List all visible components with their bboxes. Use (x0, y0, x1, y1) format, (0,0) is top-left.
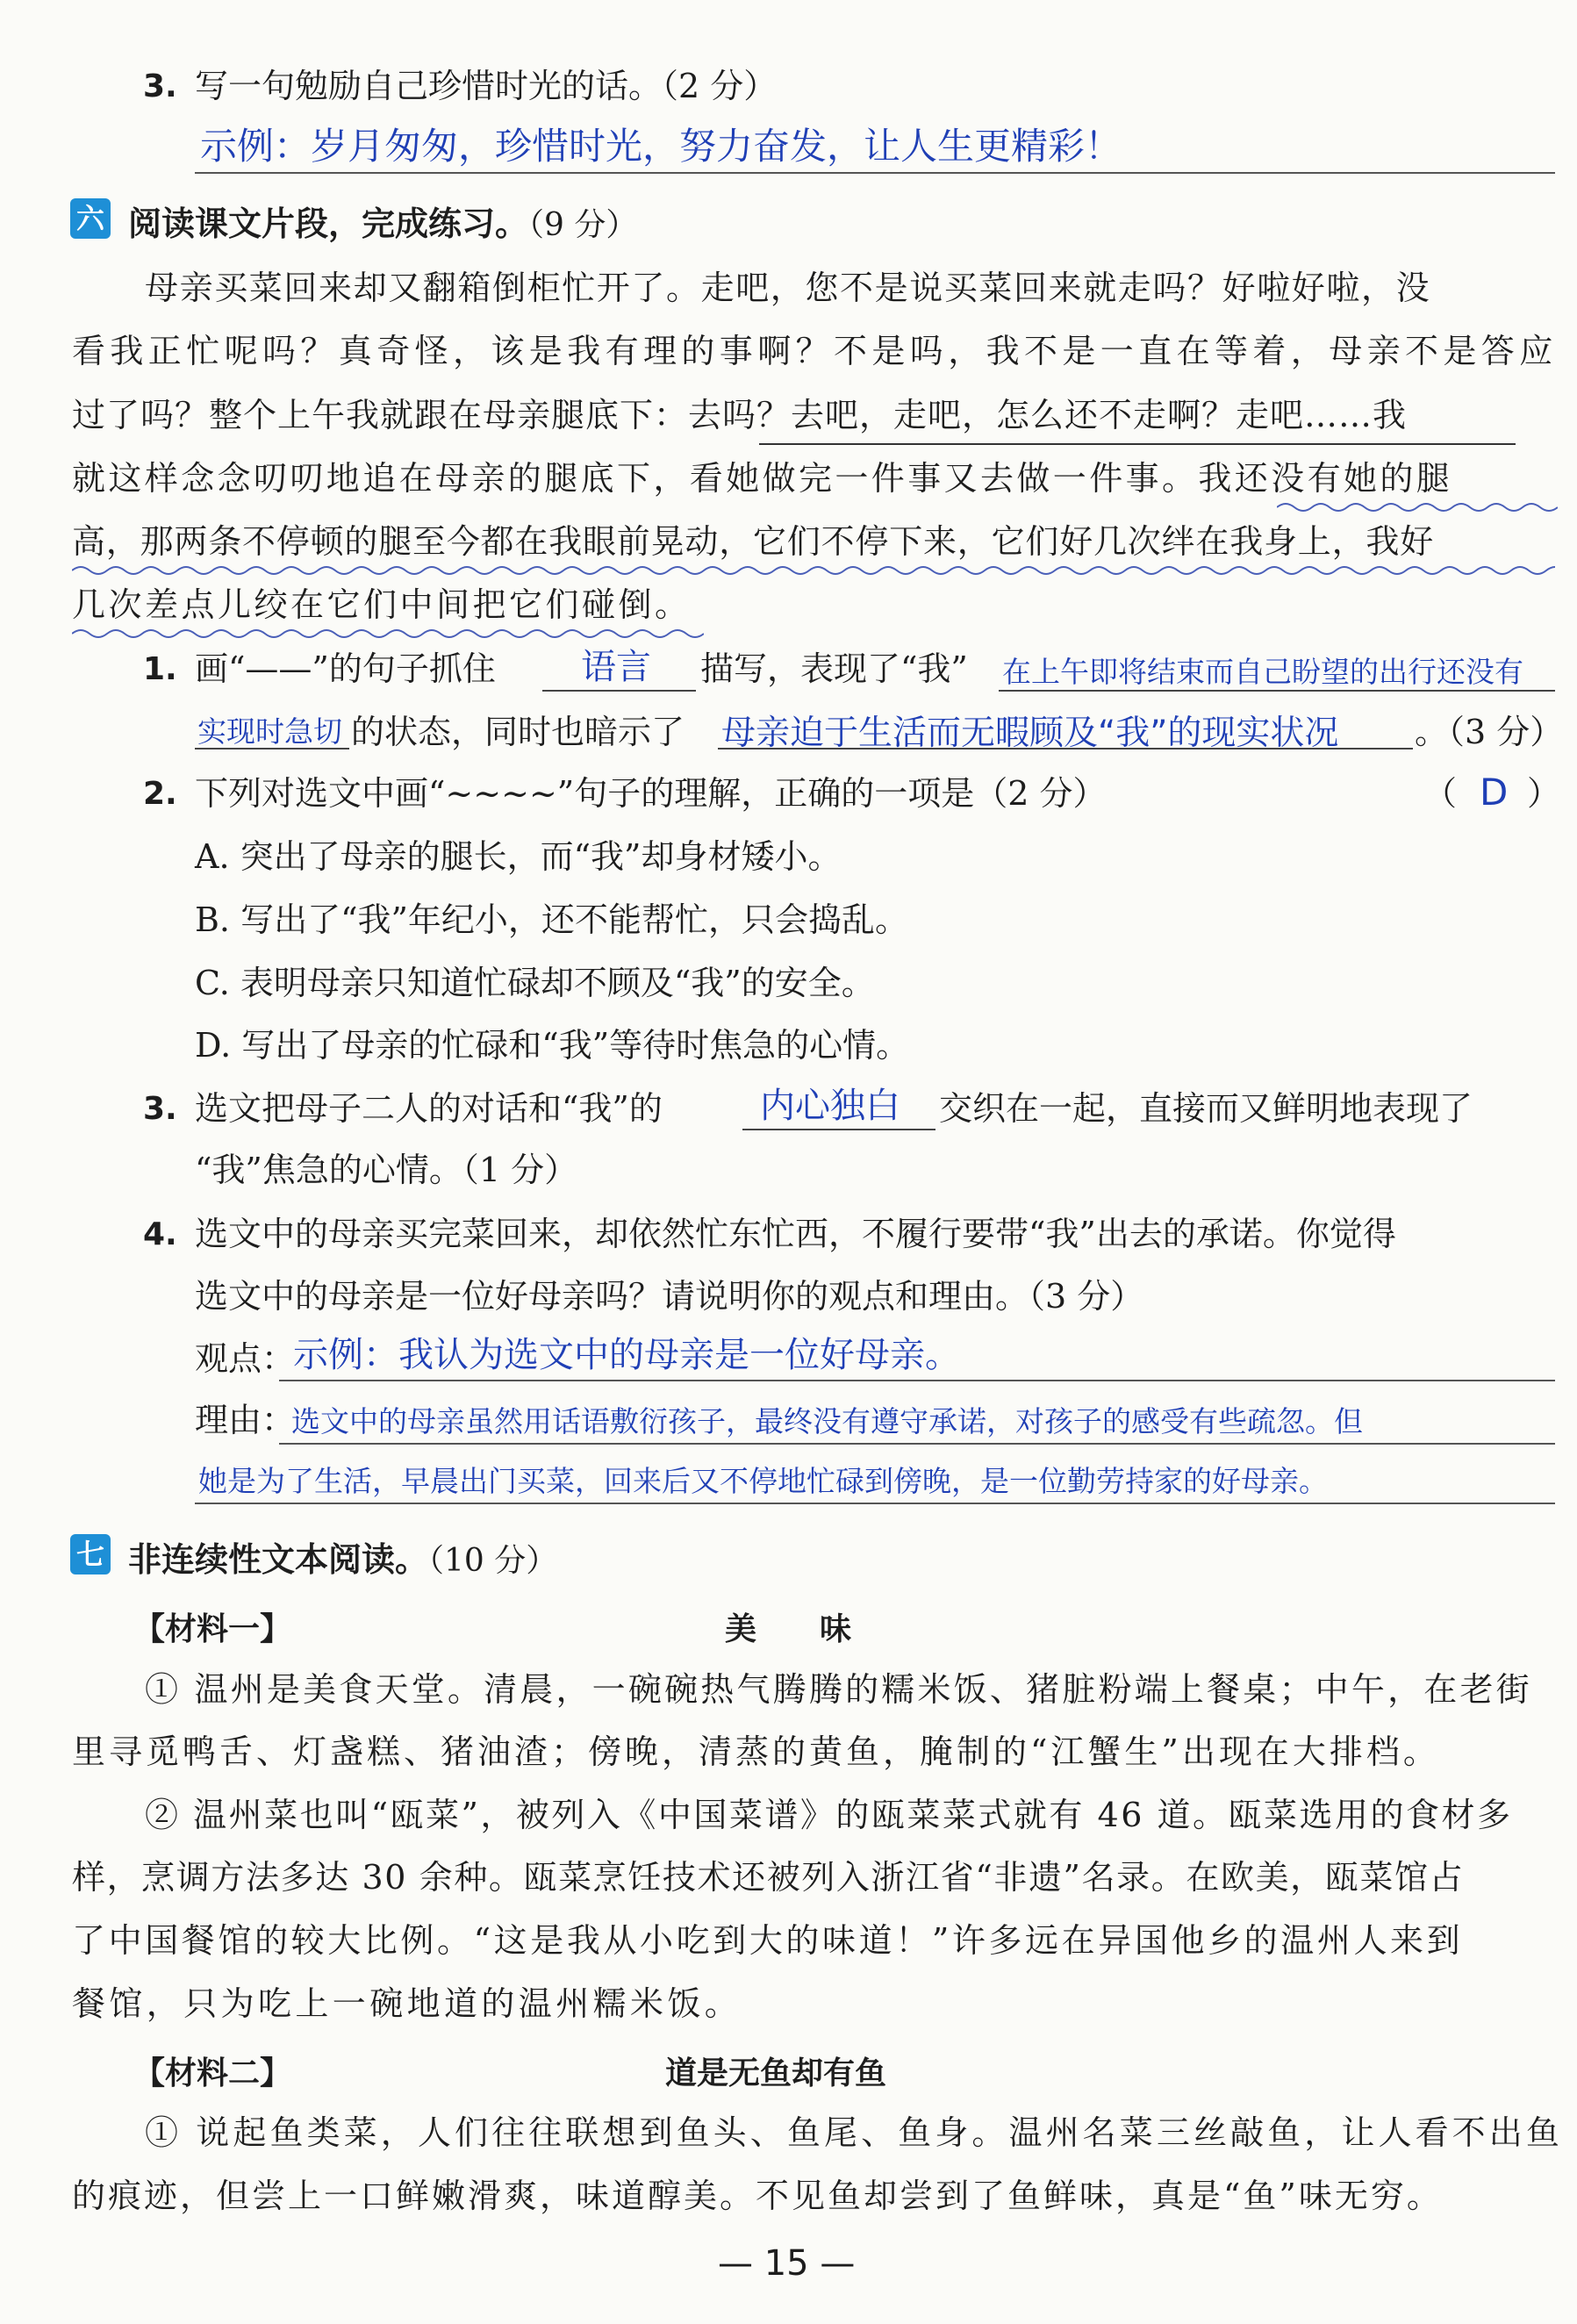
page-number: — 15 — (718, 2243, 856, 2284)
q4-view-label: 观点： (195, 1339, 296, 1378)
q2-text: 下列对选文中画“~~~~”句子的理解，正确的一项是（2 分） (195, 774, 1107, 813)
material-one-label: 【材料一】 (133, 1611, 292, 1647)
q4-reason-label: 理由： (195, 1401, 296, 1439)
answer-line (195, 1503, 1555, 1504)
q1-text-part4: 。（3 分） (1415, 713, 1564, 751)
material-one-line: 里寻觅鸭舌、灯盏糕、猪油渣；傍晚，清蒸的黄鱼，腌制的“江蟹生”出现在大排档。 (72, 1732, 1440, 1771)
q2-answer: D (1480, 771, 1509, 814)
q2-option: B. 写出了“我”年纪小，还不能帮忙，只会捣乱。 (195, 900, 908, 939)
material-one-line: 样，烹调方法多达 30 余种。瓯菜烹饪技术还被列入浙江省“非遗”名录。在欧美，瓯菜馆占 (72, 1858, 1465, 1897)
material-one-line: ① 温州是美食天堂。清晨，一碗碗热气腾腾的糯米饭、猪脏粉端上餐桌；中午，在老街 (145, 1670, 1532, 1709)
q1-answer-3: 母亲迫于生活而无暇顾及“我”的现实状况 (721, 714, 1339, 753)
material-one-line: 餐馆，只为吃上一碗地道的温州糯米饭。 (72, 1984, 742, 2023)
q4-reason-answer-1: 选文中的母亲虽然用话语敷衍孩子，最终没有遵守承诺，对孩子的感受有些疏忽。但 (291, 1404, 1363, 1438)
q4-reason-answer-2: 她是为了生活，早晨出门买菜，回来后又不停地忙碌到傍晚，是一位勤劳持家的好母亲。 (198, 1464, 1328, 1498)
q3-text-line2: “我”焦急的心情。（1 分） (195, 1151, 578, 1189)
q2-option: D. 写出了母亲的忙碌和“我”等待时焦急的心情。 (195, 1026, 910, 1065)
q1-text-part3: 的状态，同时也暗示了 (351, 713, 685, 751)
section-seven-title: 非连续性文本阅读。（10 分） (128, 1540, 558, 1579)
q3-text-part1: 选文把母子二人的对话和“我”的 (195, 1089, 663, 1128)
answer-line (195, 172, 1555, 174)
answer-blank (718, 748, 1413, 750)
q2-option: C. 表明母亲只知道忙碌却不顾及“我”的安全。 (195, 964, 875, 1002)
material-two-title: 道是无鱼却有鱼 (665, 2055, 887, 2091)
material-one-line: ② 温州菜也叫“瓯菜”，被列入《中国菜谱》的瓯菜菜式就有 46 道。瓯菜选用的食材多 (145, 1796, 1513, 1834)
q2-paren-open: （ (1423, 774, 1458, 813)
q3-prev-text: 写一句勉励自己珍惜时光的话。（2 分） (195, 67, 778, 105)
passage-line: 高，那两条不停顿的腿至今都在我眼前晃动，它们不停下来，它们好几次绊在我身上，我好 (72, 522, 1435, 561)
straight-underline (759, 443, 1516, 445)
q1-answer-2a: 在上午即将结束而自己盼望的出行还没有 (1002, 655, 1523, 689)
passage-line: 看我正忙呢吗？真奇怪，该是我有理的事啊？不是吗，我不是一直在等着，母亲不是答应 (72, 332, 1558, 370)
section-six-title: 阅读课文片段，完成练习。（9 分） (128, 204, 638, 243)
answer-blank (542, 690, 696, 692)
answer-line (279, 1380, 1555, 1381)
q4-view-answer: 示例：我认为选文中的母亲是一位好母亲。 (293, 1335, 960, 1375)
section-six-badge: 六 (70, 198, 111, 239)
q1-answer-2b: 实现时急切 (197, 714, 342, 749)
material-two-line: ① 说起鱼类菜，人们往往联想到鱼头、鱼尾、鱼身。温州名菜三丝敲鱼，让人看不出鱼 (145, 2113, 1563, 2152)
q1-number: 1. (143, 651, 177, 687)
section-seven-badge: 七 (70, 1534, 111, 1574)
q1-answer-1: 语言 (581, 647, 651, 687)
q3-answer: 内心独白 (760, 1086, 900, 1126)
q3-number: 3. (143, 1091, 177, 1127)
q1-text-part2: 描写，表现了“我” (700, 649, 968, 688)
wavy-underline (72, 563, 1555, 577)
q3-prev-number: 3. (143, 68, 177, 104)
answer-blank (195, 748, 349, 750)
answer-line (279, 1443, 1555, 1445)
q4-text-line1: 选文中的母亲买完菜回来，却依然忙东忙西，不履行要带“我”出去的承诺。你觉得 (195, 1215, 1396, 1253)
passage-line: 就这样念念叨叨地追在母亲的腿底下，看她做完一件事又去做一件事。我还没有她的腿 (72, 459, 1453, 498)
answer-blank (742, 1129, 935, 1130)
q4-number: 4. (143, 1216, 177, 1252)
material-one-line: 了中国餐馆的较大比例。“这是我从小吃到大的味道！”许多远在异国他乡的温州人来到 (72, 1921, 1464, 1960)
passage-line: 母亲买菜回来却又翻箱倒柜忙开了。走吧，您不是说买菜回来就走吗？好啦好啦，没 (145, 269, 1431, 307)
q2-number: 2. (143, 776, 177, 812)
q2-paren-close: ） (1527, 774, 1561, 813)
material-two-line: 的痕迹，但尝上一口鲜嫩滑爽，味道醇美。不见鱼却尝到了鱼鲜味，真是“鱼”味无穷。 (72, 2177, 1443, 2215)
wavy-underline (1277, 500, 1558, 514)
passage-line: 几次差点儿绞在它们中间把它们碰倒。 (72, 585, 692, 624)
answer-blank (999, 690, 1555, 692)
q3-prev-answer: 示例：岁月匆匆，珍惜时光，努力奋发，让人生更精彩！ (200, 125, 1122, 168)
material-two-label: 【材料二】 (133, 2055, 292, 2091)
material-one-title: 美 味 (725, 1611, 852, 1647)
q3-text-part2: 交织在一起，直接而又鲜明地表现了 (939, 1089, 1473, 1128)
q4-text-line2: 选文中的母亲是一位好母亲吗？请说明你的观点和理由。（3 分） (195, 1277, 1144, 1316)
passage-line: 过了吗？整个上午我就跟在母亲腿底下：去吗？去吧，走吧，怎么还不走啊？走吧……我 (72, 396, 1408, 434)
q2-option: A. 突出了母亲的腿长，而“我”却身材矮小。 (195, 837, 842, 876)
q1-text-part1: 画“——”的句子抓住 (195, 649, 496, 688)
